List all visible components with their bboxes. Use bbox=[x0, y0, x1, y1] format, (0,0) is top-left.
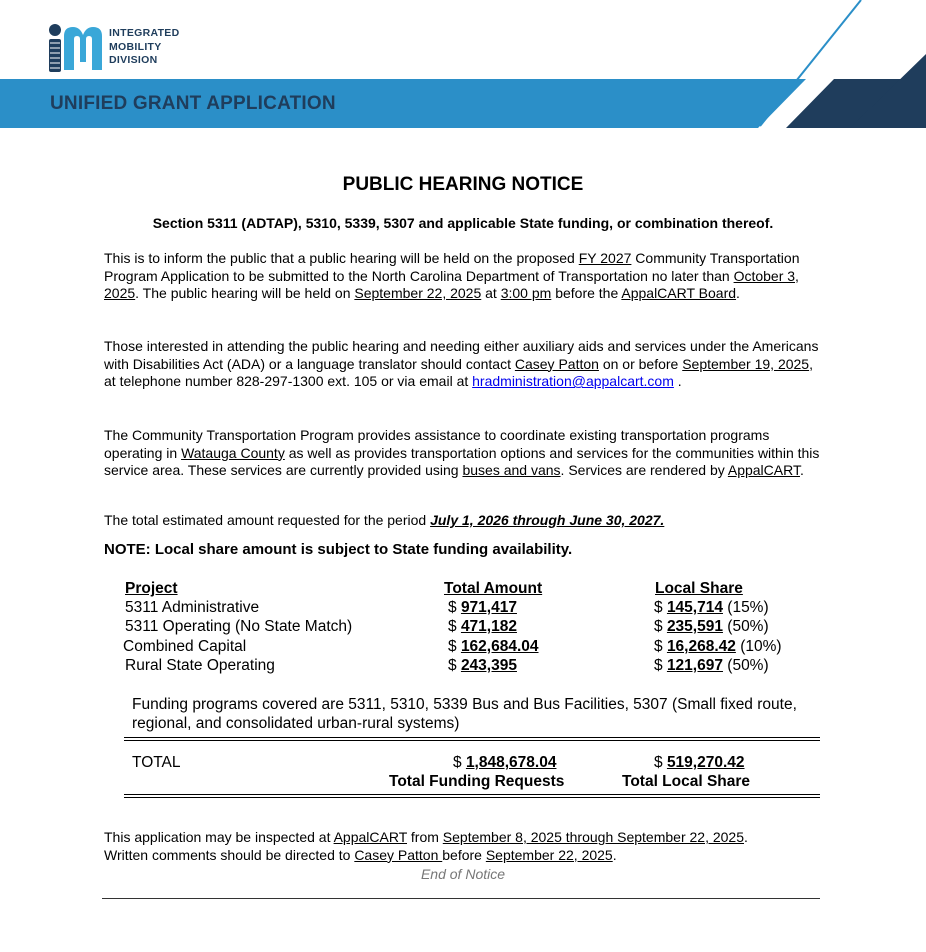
logo-line: MOBILITY bbox=[109, 40, 162, 53]
table-row-local: $ 121,697 (50%) bbox=[654, 657, 769, 674]
column-header-local: Local Share bbox=[655, 580, 743, 597]
fiscal-year: FY 2027 bbox=[578, 250, 632, 266]
table-row-local: $ 235,591 (50%) bbox=[654, 618, 769, 635]
comments-contact: Casey Patton bbox=[354, 846, 443, 863]
hearing-board: AppalCART Board bbox=[621, 285, 737, 302]
logo-wordmark bbox=[109, 27, 179, 68]
inspection-paragraph bbox=[104, 829, 844, 864]
paragraph-hearing: This is to inform the public that a public hearing will be held on the proposed FY 2027 Community Transportation Program Application to be submitted to the North Carolina Department of Transportation no later than October 3, 2025. The public hearing will be held on September 22, 2025 at 3:00 pm before the AppalCART Board. bbox=[104, 250, 800, 302]
integrated-mobility-logo-icon bbox=[46, 22, 106, 74]
column-header-project: Project bbox=[125, 580, 178, 597]
total-funding-caption: Total Funding Requests bbox=[389, 773, 565, 790]
service-county: Watauga County bbox=[181, 444, 285, 461]
total-funding-amount: $ 1,848,678.04 bbox=[453, 754, 557, 771]
total-label: TOTAL bbox=[132, 754, 181, 771]
divider-line bbox=[124, 794, 820, 795]
programs-note: Funding programs covered are 5311, 5310, 5339 Bus and Bus Facilities, 5307 (Small fixed route, regional, and consolidated urban-rural systems) bbox=[132, 696, 797, 732]
paragraph-program: The Community Transportation Program provides assistance to coordinate existing transportation programs operating in Watauga County as well as provides transportation options and services for the communities within this service area. These services are currently provided using buses and vans. Services are rendered by AppalCART. bbox=[104, 427, 820, 479]
banner-title: UNIFIED GRANT APPLICATION bbox=[50, 93, 336, 114]
table-row-project: 5311 Operating (No State Match) bbox=[125, 618, 353, 635]
divider-line bbox=[124, 740, 820, 741]
comments-line: Written comments should be directed to Casey Patton before September 22, 2025. bbox=[104, 846, 617, 863]
email-link[interactable]: hradministration@appalcart.com bbox=[472, 373, 674, 390]
page-title: PUBLIC HEARING NOTICE bbox=[342, 174, 584, 195]
table-row-project: 5311 Administrative bbox=[125, 599, 260, 616]
table-row-project: Rural State Operating bbox=[125, 657, 275, 674]
contact-name: Casey Patton bbox=[514, 355, 599, 372]
vehicle-types: buses and vans bbox=[462, 462, 561, 479]
funding-note: NOTE: Local share amount is subject to State funding availability. bbox=[104, 541, 573, 558]
divider-line bbox=[124, 737, 820, 738]
table-row-total: $ 471,182 bbox=[448, 618, 517, 635]
end-of-notice: End of Notice bbox=[420, 866, 506, 882]
table-row-local: $ 145,714 (15%) bbox=[654, 599, 769, 616]
logo-line: DIVISION bbox=[109, 54, 158, 66]
submission-deadline: October 3, 2025 bbox=[104, 267, 799, 302]
footer-rule bbox=[102, 898, 820, 899]
table-row-total: $ 162,684.04 bbox=[448, 638, 539, 655]
total-local-amount: $ 519,270.42 bbox=[654, 754, 745, 771]
paragraph-ada: Those interested in attending the public hearing and needing either auxiliary aids and services under the Americans with Disabilities Act (ADA) or a language translator should contact Casey Patton on or before September 19, 2025, at telephone number 828-297-1300 ext. 105 or via email at hradministration@appalcart.com . bbox=[104, 338, 819, 390]
request-period: July 1, 2026 through June 30, 2027. bbox=[430, 512, 665, 528]
inspection-period: September 8, 2025 through September 22, 2025 bbox=[442, 829, 744, 845]
service-provider: AppalCART bbox=[727, 462, 800, 479]
inspection-line: This application may be inspected at AppalCART from September 8, 2025 through September 22, 2025. bbox=[104, 829, 748, 845]
logo-line: INTEGRATED bbox=[109, 27, 180, 39]
table-row-project: Combined Capital bbox=[123, 638, 247, 655]
hearing-date: September 22, 2025 bbox=[354, 285, 482, 302]
section-subtitle: Section 5311 (ADTAP), 5310, 5339, 5307 and applicable State funding, or combination thereof. bbox=[152, 215, 774, 231]
inspection-place: AppalCART bbox=[333, 829, 407, 845]
contact-deadline: September 19, 2025 bbox=[682, 355, 810, 372]
column-header-total: Total Amount bbox=[444, 580, 543, 597]
hearing-time: 3:00 pm bbox=[500, 285, 552, 302]
paragraph-period: The total estimated amount requested for the period July 1, 2026 through June 30, 2027. bbox=[104, 512, 665, 528]
table-row-local: $ 16,268.42 (10%) bbox=[654, 638, 782, 655]
comments-deadline: September 22, 2025 bbox=[485, 846, 613, 863]
divider-line bbox=[124, 797, 820, 798]
banner-diagonal-stripe bbox=[740, 0, 926, 128]
table-row-total: $ 243,395 bbox=[448, 657, 517, 674]
total-local-caption: Total Local Share bbox=[622, 773, 751, 790]
table-row-total: $ 971,417 bbox=[448, 599, 517, 616]
